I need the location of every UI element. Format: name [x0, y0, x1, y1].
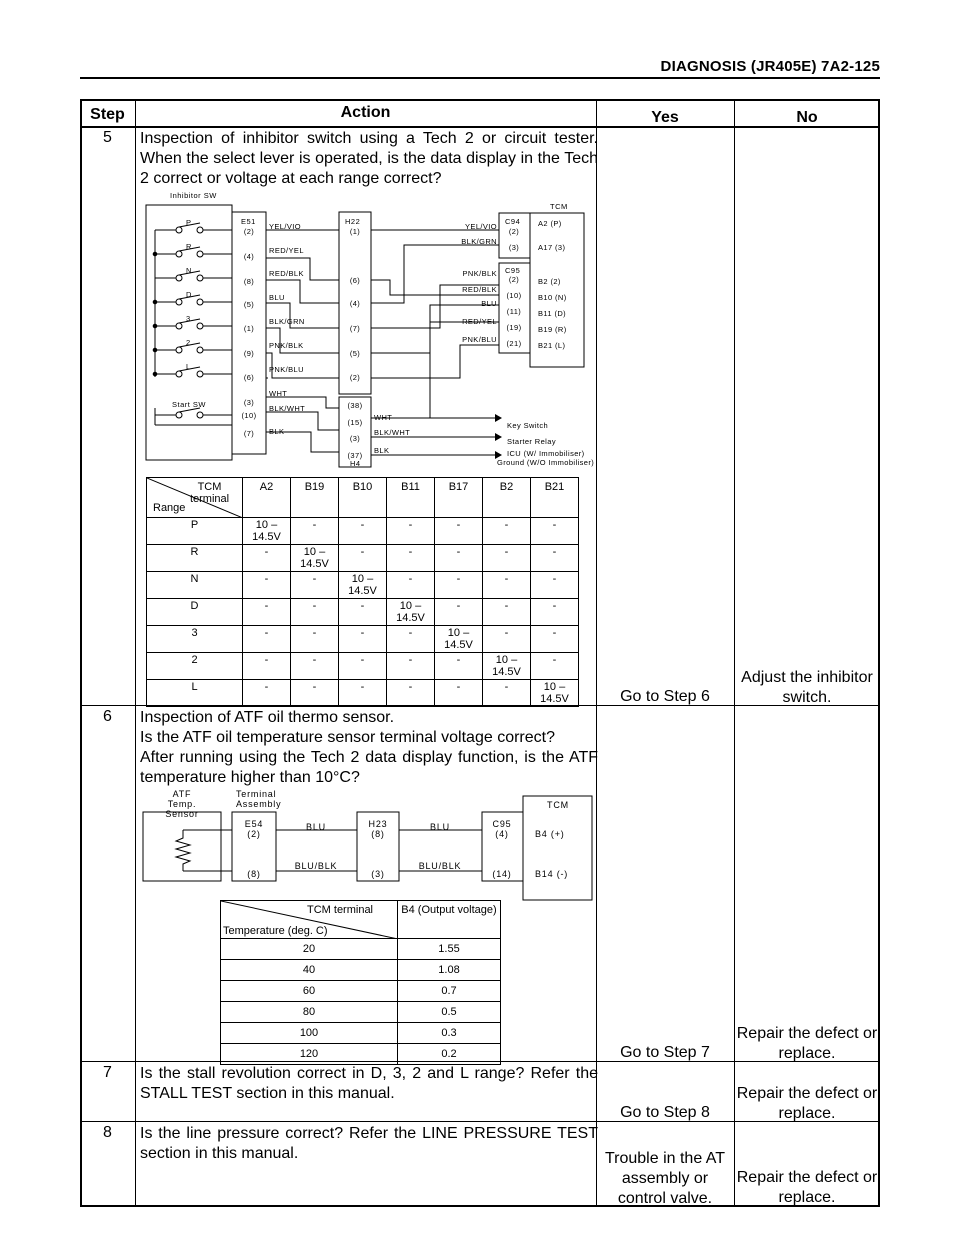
temperature-cell: 80 [221, 1002, 398, 1023]
temperature-cell: 100 [221, 1023, 398, 1044]
voltage-cell: - [243, 572, 291, 599]
sensor-label: Temp. [167, 799, 197, 809]
switch-contact [176, 371, 182, 377]
voltage-cell: - [483, 626, 531, 653]
switch-range-label: D [186, 290, 192, 299]
voltage-cell: - [387, 653, 435, 680]
corner-bottom-label: Range [153, 502, 186, 514]
table-row [147, 518, 579, 545]
c94-pin-label: (2) [508, 227, 520, 236]
c95-pin-label: (19) [506, 323, 522, 332]
voltage-cell: - [387, 572, 435, 599]
step-number: 7 [103, 1064, 112, 1081]
terminal-header: A2 [243, 478, 291, 518]
destination-label: Ground (W/O Immobiliser) [497, 458, 595, 467]
voltage-cell: 10 – 14.5V [531, 680, 579, 707]
voltage-cell: - [531, 545, 579, 572]
wire-color-label: RED/YEL [462, 317, 497, 326]
voltage-cell: - [435, 599, 483, 626]
e54-label: E54 [244, 819, 264, 829]
e54-pin-label: (8) [247, 869, 261, 879]
switch-contact [197, 251, 203, 257]
wire-color-label: BLK/GRN [269, 317, 305, 326]
table-row [221, 1002, 501, 1023]
table-row [221, 981, 501, 1002]
column-header-no: No [796, 109, 818, 126]
e51-pin-label: (2) [243, 227, 255, 236]
junction-dot [153, 252, 157, 256]
table-row [221, 1023, 501, 1044]
voltage-cell: - [291, 626, 339, 653]
voltage-cell: - [339, 545, 387, 572]
table-row [147, 653, 579, 680]
switch-contact [176, 251, 182, 257]
voltage-cell: - [339, 518, 387, 545]
column-header-yes: Yes [651, 109, 679, 126]
h22-pin-label: (2) [349, 373, 361, 382]
column-divider [135, 99, 136, 1207]
h23-pin-label: (8) [371, 829, 385, 839]
voltage-cell: 1.08 [398, 960, 501, 981]
wire-color-label: BLK/GRN [461, 237, 497, 246]
voltage-cell: - [243, 626, 291, 653]
voltage-cell: - [531, 518, 579, 545]
page-header-title: DIAGNOSIS (JR405E) 7A2-125 [660, 58, 880, 75]
voltage-cell: 0.7 [398, 981, 501, 1002]
switch-range-label: 3 [186, 314, 191, 323]
step-action-line: Inspection of ATF oil thermo sensor. [140, 709, 395, 726]
range-cell: N [147, 572, 243, 599]
switch-range-label: N [186, 266, 192, 275]
wire-color-label: WHT [269, 389, 288, 398]
voltage-cell: - [291, 572, 339, 599]
c95-label: C95 [492, 819, 512, 829]
switch-contact [197, 299, 203, 305]
voltage-cell: - [435, 572, 483, 599]
table-header-row [221, 901, 501, 939]
c95-pin-label: (14) [492, 869, 512, 879]
atf-wiring-diagram [140, 782, 600, 902]
e51-pin-label: (6) [243, 373, 255, 382]
step-yes: Go to Step 6 [620, 688, 710, 705]
switch-range-label: L [186, 362, 191, 371]
voltage-cell: - [435, 518, 483, 545]
wire-color-label: YEL/VIO [269, 222, 301, 231]
c94-pin-label: (3) [508, 243, 520, 252]
temperature-cell: 40 [221, 960, 398, 981]
voltage-cell: - [435, 545, 483, 572]
temperature-cell: 60 [221, 981, 398, 1002]
junction-dot [153, 300, 157, 304]
corner-bottom-label: Temperature (deg. C) [223, 925, 328, 937]
table-row [147, 599, 579, 626]
step-yes: Go to Step 8 [620, 1104, 710, 1121]
start-sw-label: Start SW [172, 400, 207, 409]
inhibitor-wiring-diagram [140, 190, 600, 470]
terminal-header: B2 [483, 478, 531, 518]
switch-range-label: R [186, 242, 192, 251]
wire-color-label: BLU [481, 299, 497, 308]
step-number: 5 [103, 129, 112, 146]
voltage-cell: - [531, 653, 579, 680]
e51-pin-label: (5) [243, 300, 255, 309]
temperature-cell: 20 [221, 939, 398, 960]
wire-color-label: RED/BLK [269, 269, 304, 278]
h4-pin-label: (15) [347, 418, 363, 427]
voltage-cell: 10 – 14.5V [243, 518, 291, 545]
range-voltage-table [146, 477, 579, 707]
voltage-cell: - [531, 626, 579, 653]
destination-label: ICU (W/ Immobiliser) [507, 449, 585, 458]
voltage-cell: - [483, 518, 531, 545]
wire-color-label: BLU [430, 822, 450, 832]
wire-color-label: BLK/WHT [269, 404, 306, 413]
tcm-terminal-label: B4 (+) [535, 829, 565, 839]
junction-dot [153, 372, 157, 376]
terminal-assembly-label: Assembly [236, 799, 282, 809]
corner-top-label: TCM terminal [189, 481, 230, 505]
step-no: Repair the defect or replace. [736, 1169, 878, 1206]
voltage-cell: - [339, 626, 387, 653]
tcm-label: TCM [550, 202, 568, 211]
table-row [221, 960, 501, 981]
tcm-terminal-label: B19 (R) [538, 325, 567, 334]
step-action-line: After running using the Tech 2 data display function, is the ATF temperature higher than 10°C? [140, 749, 598, 786]
switch-contact [197, 371, 203, 377]
voltage-cell: 10 – 14.5V [291, 545, 339, 572]
table-corner-cell [221, 901, 398, 939]
e51-pin-label: (7) [243, 429, 255, 438]
step-no: Repair the defect or replace. [736, 1025, 878, 1062]
voltage-cell: - [243, 680, 291, 707]
column-header-action: Action [340, 104, 391, 121]
voltage-cell: - [531, 572, 579, 599]
start-switch-contact [176, 412, 182, 418]
step-action: Is the stall revolution correct in D, 3, 2 and L range? Refer the STALL TEST section in this manual. [140, 1065, 598, 1102]
header-rule [80, 77, 880, 79]
temperature-voltage-table [220, 900, 501, 1065]
wire-color-label: YEL/VIO [465, 222, 497, 231]
table-row [221, 1044, 501, 1065]
table-row [147, 680, 579, 707]
voltage-cell: 0.5 [398, 1002, 501, 1023]
switch-contact [176, 227, 182, 233]
c95-label: C95 [505, 266, 521, 275]
wire-color-label: PNK/BLU [269, 365, 304, 374]
terminal-header: B11 [387, 478, 435, 518]
switch-range-label: 2 [186, 338, 191, 347]
switch-contact [197, 323, 203, 329]
range-cell: R [147, 545, 243, 572]
h4-pin-label: (37) [347, 451, 363, 460]
step-number: 8 [103, 1124, 112, 1141]
wire-color-label: BLU/BLK [418, 861, 462, 871]
e51-pin-label: (9) [243, 349, 255, 358]
voltage-cell: 10 – 14.5V [387, 599, 435, 626]
sensor-label: Sensor [165, 809, 199, 819]
wire-color-label: PNK/BLK [462, 269, 497, 278]
voltage-cell: - [483, 599, 531, 626]
junction-dot [153, 324, 157, 328]
terminal-header: B17 [435, 478, 483, 518]
switch-contact [176, 323, 182, 329]
h22-pin-label: (7) [349, 324, 361, 333]
wire-color-label: BLK/WHT [374, 428, 411, 437]
h22-pin-label: (6) [349, 276, 361, 285]
tcm-terminal-label: A17 (3) [538, 243, 566, 252]
wire-color-label: BLK [269, 427, 285, 436]
voltage-cell: - [387, 518, 435, 545]
h23-pin-label: (3) [371, 869, 385, 879]
e51-pin-label: (10) [241, 411, 257, 420]
tcm-terminal-label: B2 (2) [538, 277, 561, 286]
tcm-terminal-label: B10 (N) [538, 293, 567, 302]
voltage-cell: - [291, 599, 339, 626]
voltage-cell: - [291, 680, 339, 707]
range-cell: P [147, 518, 243, 545]
start-switch-contact [197, 412, 203, 418]
voltage-cell: - [339, 599, 387, 626]
voltage-cell: - [291, 653, 339, 680]
table-row [221, 939, 501, 960]
terminal-assembly-label: Terminal [236, 789, 277, 799]
wire-color-label: PNK/BLU [462, 335, 497, 344]
temperature-cell: 120 [221, 1044, 398, 1065]
table-corner-cell [147, 478, 243, 518]
wire-color-label: PNK/BLK [269, 341, 304, 350]
voltage-cell: 10 – 14.5V [339, 572, 387, 599]
step-no: Adjust the inhibitor switch. [741, 669, 873, 706]
table-header-row [147, 478, 579, 518]
wire-color-label: RED/YEL [269, 246, 304, 255]
voltage-cell: - [243, 599, 291, 626]
voltage-cell: 1.55 [398, 939, 501, 960]
tcm-label: TCM [547, 800, 569, 810]
table-row [147, 626, 579, 653]
h4-label: H4 [350, 459, 361, 468]
switch-contact [197, 275, 203, 281]
voltage-cell: - [387, 680, 435, 707]
voltage-cell: - [243, 545, 291, 572]
c95-pin-label: (10) [506, 291, 522, 300]
voltage-cell: - [531, 599, 579, 626]
tcm-terminal-label: B21 (L) [538, 341, 566, 350]
junction-dot [153, 348, 157, 352]
voltage-cell: - [483, 680, 531, 707]
range-cell: 3 [147, 626, 243, 653]
step-yes: Trouble in the AT assembly or control valve. [604, 1150, 726, 1207]
tcm-terminal-label: B11 (D) [538, 309, 567, 318]
c94-label: C94 [505, 217, 521, 226]
switch-contact [197, 347, 203, 353]
h4-pin-label: (3) [349, 434, 361, 443]
step-number: 6 [103, 708, 112, 725]
table-row [147, 545, 579, 572]
e51-pin-label: (8) [243, 277, 255, 286]
step-action-line: Is the ATF oil temperature sensor terminal voltage correct? [140, 729, 555, 746]
step-action: Inspection of inhibitor switch using a Tech 2 or circuit tester. When the select lever is operated, is the data display in the Tech 2 correct or voltage at each range correct? [140, 130, 598, 187]
step-no: Repair the defect or replace. [736, 1085, 878, 1122]
h22-pin-label: (5) [349, 349, 361, 358]
voltage-cell: 10 – 14.5V [435, 626, 483, 653]
switch-contact [176, 347, 182, 353]
wire-color-label: BLU [269, 293, 285, 302]
sensor-label: ATF [172, 789, 192, 799]
inhibitor-sw-label: Inhibitor SW [170, 191, 217, 200]
voltage-cell: 0.2 [398, 1044, 501, 1065]
terminal-header: B21 [531, 478, 579, 518]
destination-label: Key Switch [507, 421, 549, 430]
range-cell: 2 [147, 653, 243, 680]
e51-pin-label: (4) [243, 252, 255, 261]
wire-color-label: BLU [306, 822, 326, 832]
range-cell: D [147, 599, 243, 626]
terminal-header: B19 [291, 478, 339, 518]
switch-contact [176, 299, 182, 305]
h22-pin-label: (4) [349, 299, 361, 308]
voltage-cell: - [387, 545, 435, 572]
wire-color-label: BLU/BLK [294, 861, 338, 871]
tcm-terminal-label: A2 (P) [538, 219, 562, 228]
h4-pin-label: (38) [347, 401, 363, 410]
h22-label: H22 [345, 217, 361, 226]
range-cell: L [147, 680, 243, 707]
h23-label: H23 [368, 819, 388, 829]
wire-color-label: RED/BLK [462, 285, 497, 294]
voltage-cell: - [483, 545, 531, 572]
voltage-cell: - [291, 518, 339, 545]
step-action: Is the line pressure correct? Refer the LINE PRESSURE TEST section in this manual. [140, 1125, 598, 1162]
switch-contact [176, 275, 182, 281]
terminal-header: B10 [339, 478, 387, 518]
wire-color-label: WHT [374, 413, 393, 422]
e54-pin-label: (2) [247, 829, 261, 839]
wire-color-label: BLK [374, 446, 390, 455]
e51-label: E51 [241, 217, 256, 226]
voltage-cell: 0.3 [398, 1023, 501, 1044]
corner-top-label: TCM terminal [307, 904, 374, 916]
voltage-cell: 10 – 14.5V [483, 653, 531, 680]
column-header-step: Step [90, 106, 125, 123]
voltage-cell: - [339, 653, 387, 680]
step-yes: Go to Step 7 [620, 1044, 710, 1061]
step-action [140, 708, 598, 788]
switch-range-label: P [186, 218, 192, 227]
table-row [147, 572, 579, 599]
c95-pin-label: (4) [495, 829, 509, 839]
tcm-terminal-label: B14 (-) [535, 869, 569, 879]
e51-pin-label: (3) [243, 398, 255, 407]
c95-pin-label: (11) [506, 307, 522, 316]
e51-pin-label: (1) [243, 324, 255, 333]
h22-pin-label: (1) [349, 227, 361, 236]
voltage-cell: - [435, 653, 483, 680]
voltage-cell: - [435, 680, 483, 707]
switch-contact [197, 227, 203, 233]
voltage-cell: - [483, 572, 531, 599]
voltage-cell: - [387, 626, 435, 653]
voltage-cell: - [243, 653, 291, 680]
destination-label: Starter Relay [507, 437, 556, 446]
c95-pin-label: (2) [508, 275, 520, 284]
c95-pin-label: (21) [506, 339, 522, 348]
output-voltage-header: B4 (Output voltage) [398, 901, 501, 939]
voltage-cell: - [339, 680, 387, 707]
